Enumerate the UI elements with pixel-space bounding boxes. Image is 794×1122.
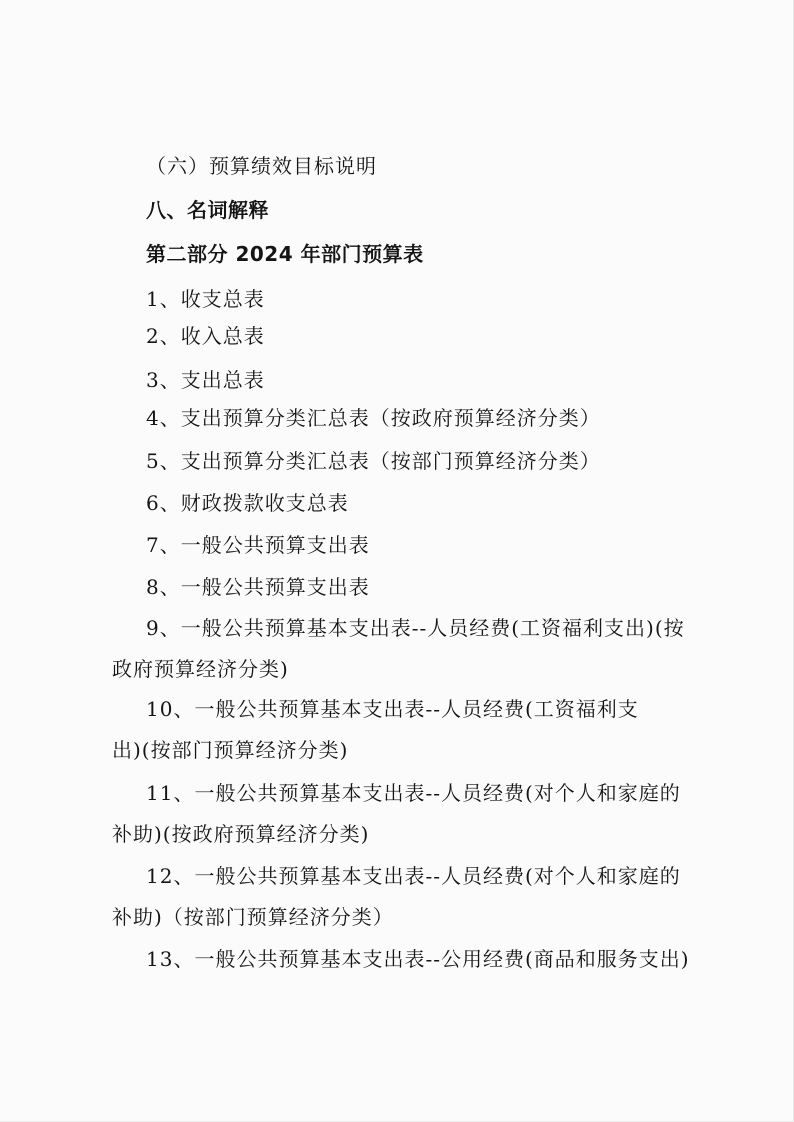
list-item-3: 3、支出总表 [146, 368, 265, 392]
list-item-5: 5、支出预算分类汇总表（按部门预算经济分类） [146, 449, 601, 473]
list-item-6: 6、财政拨款收支总表 [146, 491, 349, 515]
list-item-1: 1、收支总表 [146, 287, 265, 311]
list-item-9-line-2: 政府预算经济分类) [112, 657, 289, 681]
list-item-13-line-1: 13、一般公共预算基本支出表--公用经费(商品和服务支出) [146, 947, 690, 971]
list-item-7: 7、一般公共预算支出表 [146, 533, 370, 557]
list-item-4: 4、支出预算分类汇总表（按政府预算经济分类） [146, 406, 601, 430]
list-item-10-line-1: 10、一般公共预算基本支出表--人员经费(工资福利支 [146, 697, 639, 721]
list-item-8: 8、一般公共预算支出表 [146, 575, 370, 599]
part-2-heading: 第二部分 2024 年部门预算表 [146, 242, 424, 266]
list-item-9-line-1: 9、一般公共预算基本支出表--人员经费(工资福利支出)(按 [146, 616, 685, 640]
section-6-heading: （六）预算绩效目标说明 [146, 154, 377, 178]
list-item-11-line-1: 11、一般公共预算基本支出表--人员经费(对个人和家庭的 [146, 781, 681, 805]
heading-8-glossary: 八、名词解释 [146, 198, 269, 222]
list-item-10-line-2: 出)(按部门预算经济分类) [112, 738, 349, 762]
list-item-11-line-2: 补助)(按政府预算经济分类) [112, 822, 370, 846]
list-item-2: 2、收入总表 [146, 324, 265, 348]
list-item-12-line-2: 补助)（按部门预算经济分类） [112, 905, 394, 929]
list-item-12-line-1: 12、一般公共预算基本支出表--人员经费(对个人和家庭的 [146, 864, 681, 888]
